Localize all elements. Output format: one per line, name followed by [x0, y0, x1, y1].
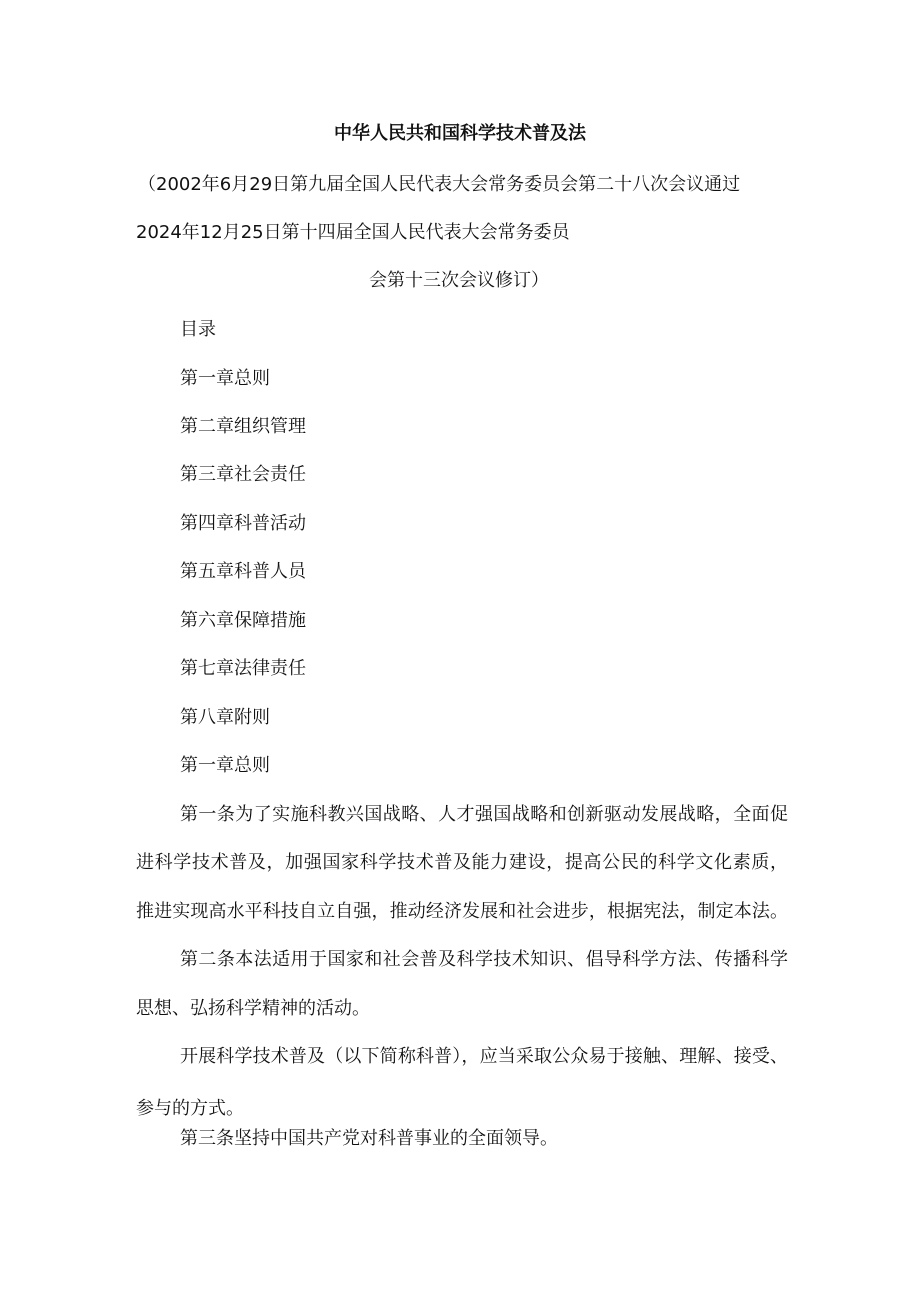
article-1-line-3: 推进实现高水平科技自立自强，推动经济发展和社会进步，根据宪法，制定本法。 — [136, 901, 788, 922]
toc-item-chapter-1: 第一章总则 — [180, 368, 270, 389]
toc-item-chapter-2: 第二章组织管理 — [180, 416, 306, 437]
toc-item-chapter-3: 第三章社会责任 — [180, 464, 306, 485]
toc-heading: 目录 — [180, 319, 216, 340]
toc-item-chapter-8: 第八章附则 — [180, 707, 270, 728]
article-2-line-1: 第二条本法适用于国家和社会普及科学技术知识、倡导科学方法、传播科学 — [180, 949, 788, 970]
article-2-line-2: 思想、弘扬科学精神的活动。 — [136, 998, 370, 1019]
toc-item-chapter-7: 第七章法律责任 — [180, 658, 306, 679]
article-1-line-2: 进科学技术普及，加强国家科学技术普及能力建设，提高公民的科学文化素质， — [136, 852, 788, 873]
subtitle-line-1: （2002年6月29日第九届全国人民代表大会常务委员会第二十八次会议通过 — [138, 174, 741, 195]
toc-item-chapter-5: 第五章科普人员 — [180, 561, 306, 582]
toc-item-chapter-6: 第六章保障措施 — [180, 610, 306, 631]
toc-item-chapter-4: 第四章科普活动 — [180, 513, 306, 534]
article-2-para-2-line-2: 参与的方式。 — [136, 1098, 244, 1119]
document-title: 中华人民共和国科学技术普及法 — [334, 123, 586, 144]
chapter-1-heading: 第一章总则 — [180, 755, 270, 776]
article-3: 第三条坚持中国共产党对科普事业的全面领导。 — [180, 1128, 558, 1149]
article-2-para-2-line-1: 开展科学技术普及（以下简称科普），应当采取公众易于接触、理解、接受、 — [180, 1046, 788, 1067]
article-1-line-1: 第一条为了实施科教兴国战略、人才强国战略和创新驱动发展战略，全面促 — [180, 804, 788, 825]
subtitle-line-2: 2024年12月25日第十四届全国人民代表大会常务委员 — [136, 222, 570, 243]
subtitle-line-3: 会第十三次会议修订） — [369, 270, 549, 291]
